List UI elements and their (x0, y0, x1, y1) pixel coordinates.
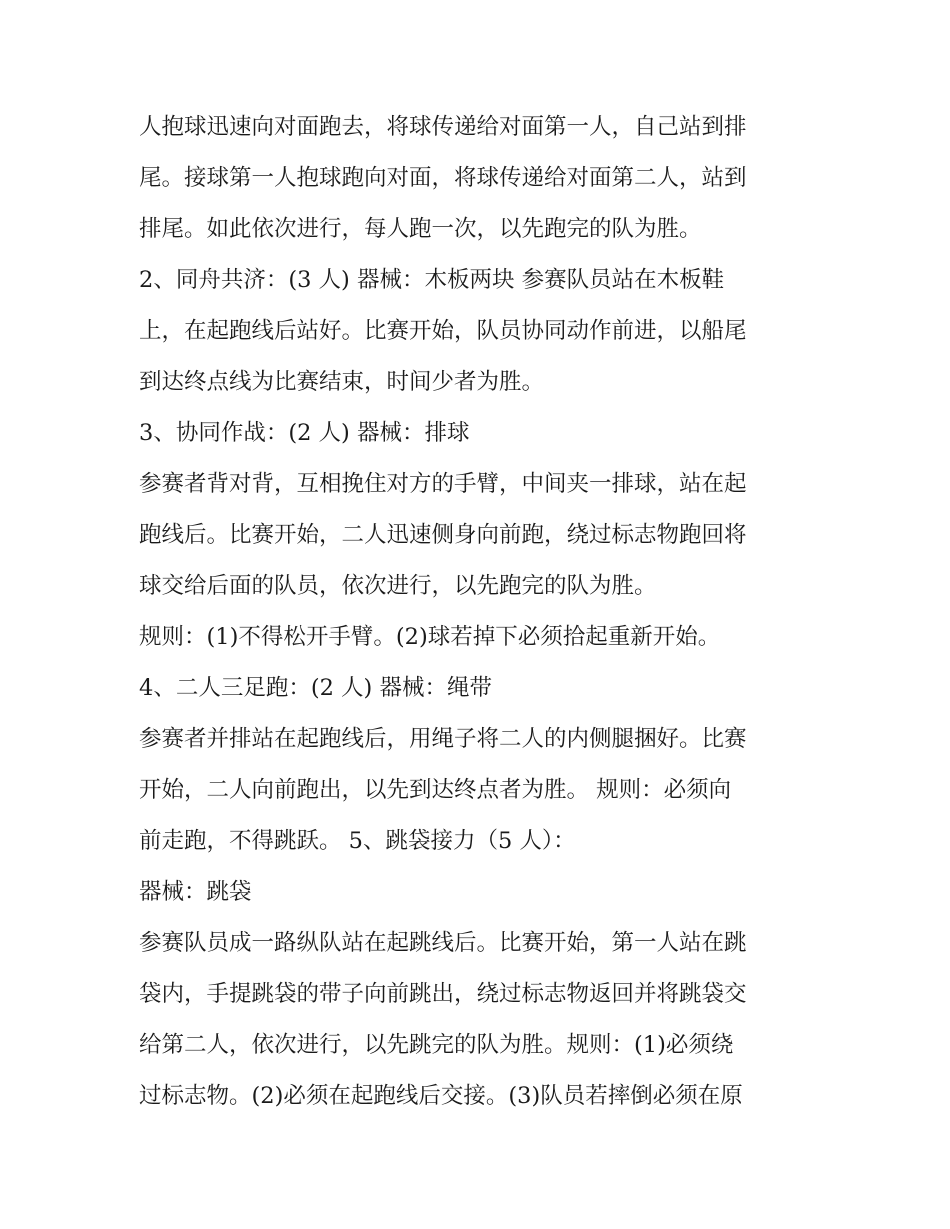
section-heading-2: 2、同舟共济：(3 人) 器械：木板两块 参赛队员站在木板鞋 (139, 267, 725, 293)
equipment-line: 器械：跳袋 (139, 879, 252, 905)
text-line: 人抱球迅速向对面跑去，将球传递给对面第一人，自己站到排 (139, 114, 747, 140)
text-line: 参赛者背对背，互相挽住对方的手臂，中间夹一排球，站在起 (139, 471, 747, 497)
text-line: 球交给后面的队员，依次进行，以先跑完的队为胜。 (139, 573, 657, 599)
text-line: 袋内，手提跳袋的带子向前跳出，绕过标志物返回并将跳袋交 (139, 981, 747, 1007)
text-line: 开始，二人向前跑出，以先到达终点者为胜。 规则：必须向 (139, 777, 732, 803)
text-line: 过标志物。(2)必须在起跑线后交接。(3)队员若摔倒必须在原 (139, 1083, 743, 1109)
text-line: 上，在起跑线后站好。比赛开始，队员协同动作前进，以船尾 (139, 318, 747, 344)
text-line: 尾。接球第一人抱球跑向对面，将球传递给对面第二人，站到 (139, 165, 747, 191)
rules-line: 规则：(1)不得松开手臂。(2)球若掉下必须拾起重新开始。 (139, 624, 721, 650)
text-line: 给第二人，依次进行，以先跳完的队为胜。规则：(1)必须绕 (139, 1032, 734, 1058)
text-line: 排尾。如此依次进行，每人跑一次，以先跑完的队为胜。 (139, 216, 702, 242)
text-line: 前走跑，不得跳跃。 5、跳袋接力（5 人）： (139, 828, 576, 854)
section-heading-3: 3、协同作战：(2 人) 器械：排球 (139, 420, 470, 446)
text-line: 参赛队员成一路纵队站在起跳线后。比赛开始，第一人站在跳 (139, 930, 747, 956)
text-line: 到达终点线为比赛结束，时间少者为胜。 (139, 369, 545, 395)
section-heading-4: 4、二人三足跑：(2 人) 器械：绳带 (139, 675, 492, 701)
text-line: 跑线后。比赛开始，二人迅速侧身向前跑，绕过标志物跑回将 (139, 522, 747, 548)
text-line: 参赛者并排站在起跑线后，用绳子将二人的内侧腿捆好。比赛 (139, 726, 747, 752)
